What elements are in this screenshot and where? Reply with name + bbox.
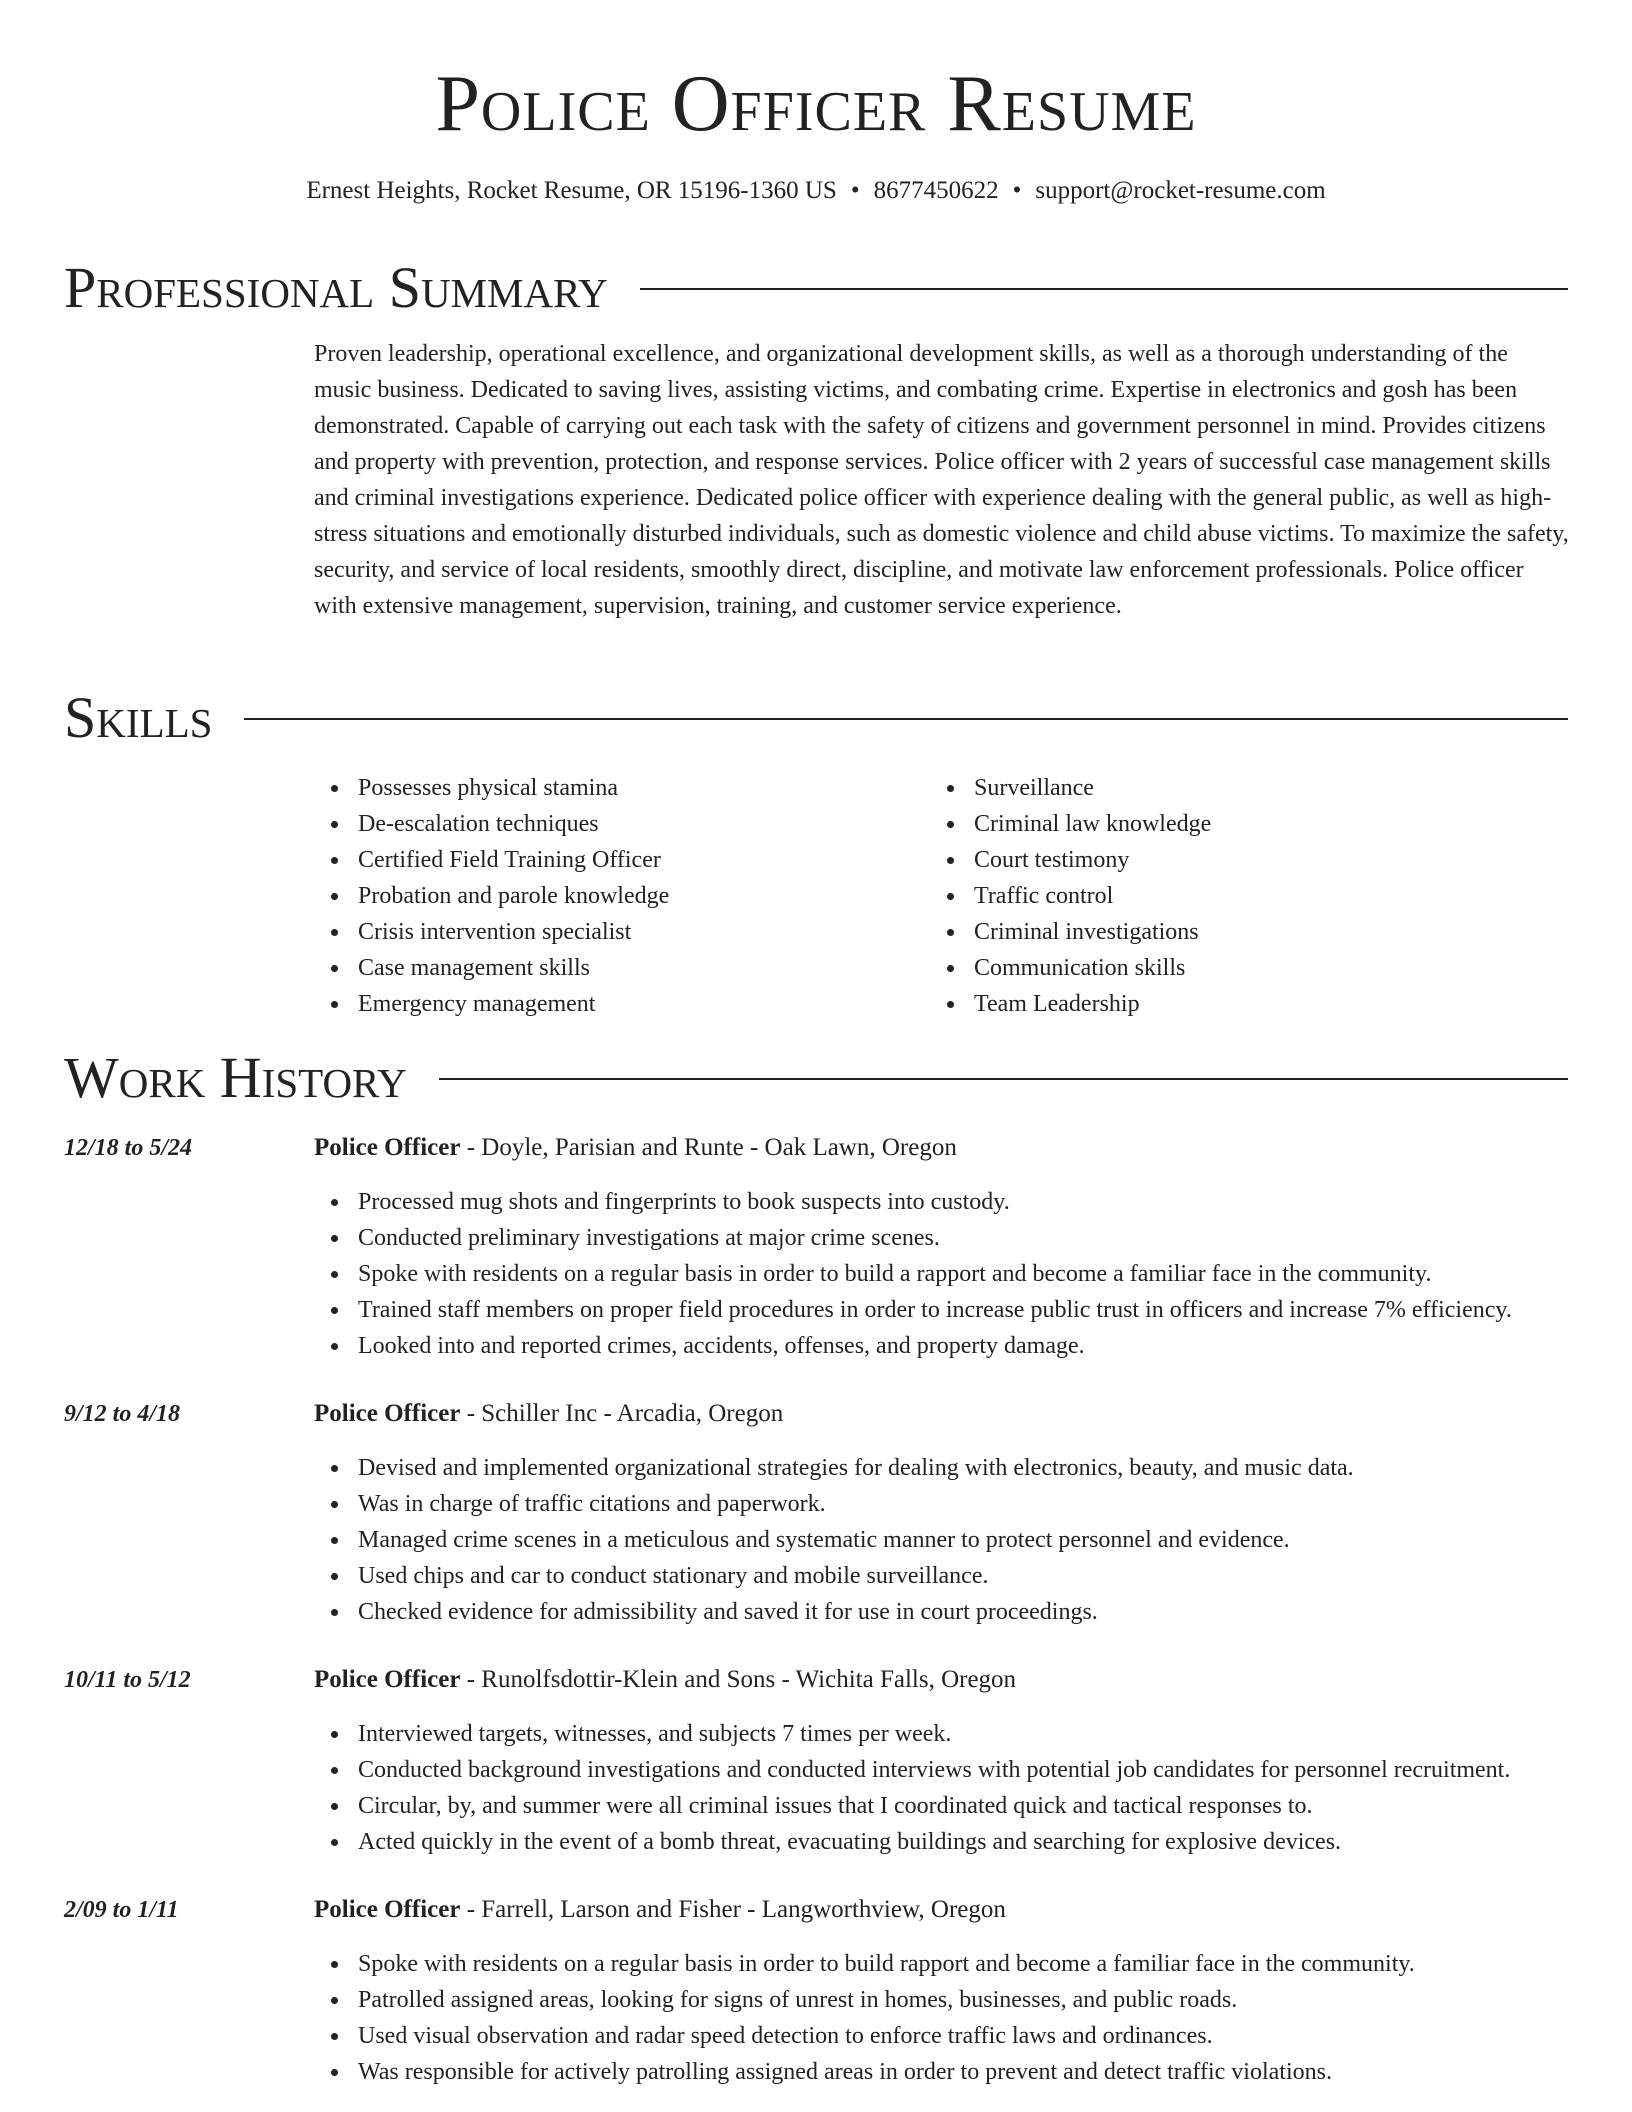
skill-item: Certified Field Training Officer (358, 842, 930, 878)
skill-item: Court testimony (974, 842, 1546, 878)
skill-item: Criminal law knowledge (974, 806, 1546, 842)
job-duty-item: Spoke with residents on a regular basis in order to build a rapport and become a familiar face in the community. (358, 1256, 1570, 1292)
summary-section-header (64, 256, 1568, 320)
skill-item: Case management skills (358, 950, 930, 986)
job-employer: - Doyle, Parisian and Runte - Oak Lawn, Oregon (460, 1134, 957, 1161)
skills-list (314, 770, 1570, 1022)
job-duty-item: Acted quickly in the event of a bomb threat, evacuating buildings and searching for explosive devices. (358, 1824, 1570, 1860)
job-dates: 9/12 to 4/18 (64, 1401, 181, 1427)
summary-heading: Professional Summary (64, 255, 608, 320)
job-duty-item: Was in charge of traffic citations and paperwork. (358, 1486, 1570, 1522)
skill-item: De-escalation techniques (358, 806, 930, 842)
job-duties (314, 1946, 1570, 2090)
job-title: Police Officer (314, 1896, 461, 1923)
skill-item: Emergency management (358, 986, 930, 1022)
email-address[interactable]: support@rocket-resume.com (1035, 177, 1326, 204)
job-duty-item: Was responsible for actively patrolling assigned areas in order to prevent and detect traffic violations. (358, 2054, 1570, 2090)
skill-item: Crisis intervention specialist (358, 914, 930, 950)
skills-section-header (64, 686, 1568, 750)
section-divider (244, 718, 1568, 720)
job-dates: 2/09 to 1/11 (64, 1897, 179, 1923)
job-employer: - Farrell, Larson and Fisher - Langworthview, Oregon (460, 1896, 1006, 1923)
skill-item: Team Leadership (974, 986, 1546, 1022)
job-title: Police Officer (314, 1400, 461, 1427)
skill-item: Possesses physical stamina (358, 770, 930, 806)
job-duty-item: Patrolled assigned areas, looking for signs of unrest in homes, businesses, and public roads. (358, 1982, 1570, 2018)
section-divider (439, 1078, 1568, 1080)
job-duty-item: Interviewed targets, witnesses, and subjects 7 times per week. (358, 1716, 1570, 1752)
skill-item: Criminal investigations (974, 914, 1546, 950)
job-title: Police Officer (314, 1134, 461, 1161)
job-duty-item: Spoke with residents on a regular basis in order to build rapport and become a familiar face in the community. (358, 1946, 1570, 1982)
job-duty-item: Managed crime scenes in a meticulous and systematic manner to protect personnel and evidence. (358, 1522, 1570, 1558)
job-title: Police Officer (314, 1666, 461, 1693)
skill-item: Probation and parole knowledge (358, 878, 930, 914)
job-dates: 12/18 to 5/24 (64, 1135, 193, 1161)
job-duties (314, 1184, 1570, 1364)
section-divider (640, 288, 1568, 290)
job-dates: 10/11 to 5/12 (64, 1667, 191, 1693)
job-heading (314, 1130, 957, 1166)
separator-dot: • (1012, 177, 1022, 204)
skills-heading: Skills (64, 685, 213, 750)
job-duties (314, 1450, 1570, 1630)
job-employer: - Schiller Inc - Arcadia, Oregon (460, 1400, 784, 1427)
skill-item: Traffic control (974, 878, 1546, 914)
job-duty-item: Circular, by, and summer were all criminal issues that I coordinated quick and tactical responses to. (358, 1788, 1570, 1824)
job-duty-item: Devised and implemented organizational strategies for dealing with electronics, beauty, and music data. (358, 1450, 1570, 1486)
job-duty-item: Trained staff members on proper field procedures in order to increase public trust in officers and increase 7% efficiency. (358, 1292, 1570, 1328)
skills-column-right (930, 770, 1546, 1022)
skill-item: Communication skills (974, 950, 1546, 986)
work-history-section-header (64, 1046, 1568, 1110)
job-heading (314, 1892, 1006, 1928)
skill-item: Surveillance (974, 770, 1546, 806)
job-duty-item: Used chips and car to conduct stationary and mobile surveillance. (358, 1558, 1570, 1594)
phone-number: 8677450622 (873, 177, 999, 204)
job-duty-item: Checked evidence for admissibility and saved it for use in court proceedings. (358, 1594, 1570, 1630)
job-duty-item: Conducted background investigations and conducted interviews with potential job candidates for personnel recruitment. (358, 1752, 1570, 1788)
job-heading (314, 1396, 783, 1432)
separator-dot: • (850, 177, 860, 204)
work-history-heading: Work History (64, 1045, 407, 1110)
job-employer: - Runolfsdottir-Klein and Sons - Wichita Falls, Oregon (460, 1666, 1017, 1693)
skills-column-left (314, 770, 930, 1022)
resume-title: Police Officer Resume (435, 60, 1197, 148)
job-heading (314, 1662, 1016, 1698)
job-duty-item: Used visual observation and radar speed detection to enforce traffic laws and ordinances. (358, 2018, 1570, 2054)
job-duty-item: Conducted preliminary investigations at major crime scenes. (358, 1220, 1570, 1256)
contact-line (0, 174, 1632, 208)
summary-text: Proven leadership, operational excellence, and organizational development skills, as well as a thorough understanding of the music business. Dedicated to saving lives, assisting victims, and combating crime. Expertise in electronics and gosh has been demonstrated. Capable of carrying out each task with the safety of citizens and government personnel in mind. Provides citizens and property with prevention, protection, and response services. Police officer with 2 years of successful case management skills and criminal investigations experience. Dedicated police officer with experience dealing with the general public, as well as high-stress situations and emotionally disturbed individuals, such as domestic violence and child abuse victims. To maximize the safety, security, and service of local residents, smoothly direct, discipline, and motivate law enforcement professionals. Police officer with extensive management, supervision, training, and customer service experience. (314, 341, 1569, 619)
job-duties (314, 1716, 1570, 1860)
address: Ernest Heights, Rocket Resume, OR 15196-1360 US (306, 177, 837, 204)
job-duty-item: Looked into and reported crimes, accidents, offenses, and property damage. (358, 1328, 1570, 1364)
job-duty-item: Processed mug shots and fingerprints to book suspects into custody. (358, 1184, 1570, 1220)
